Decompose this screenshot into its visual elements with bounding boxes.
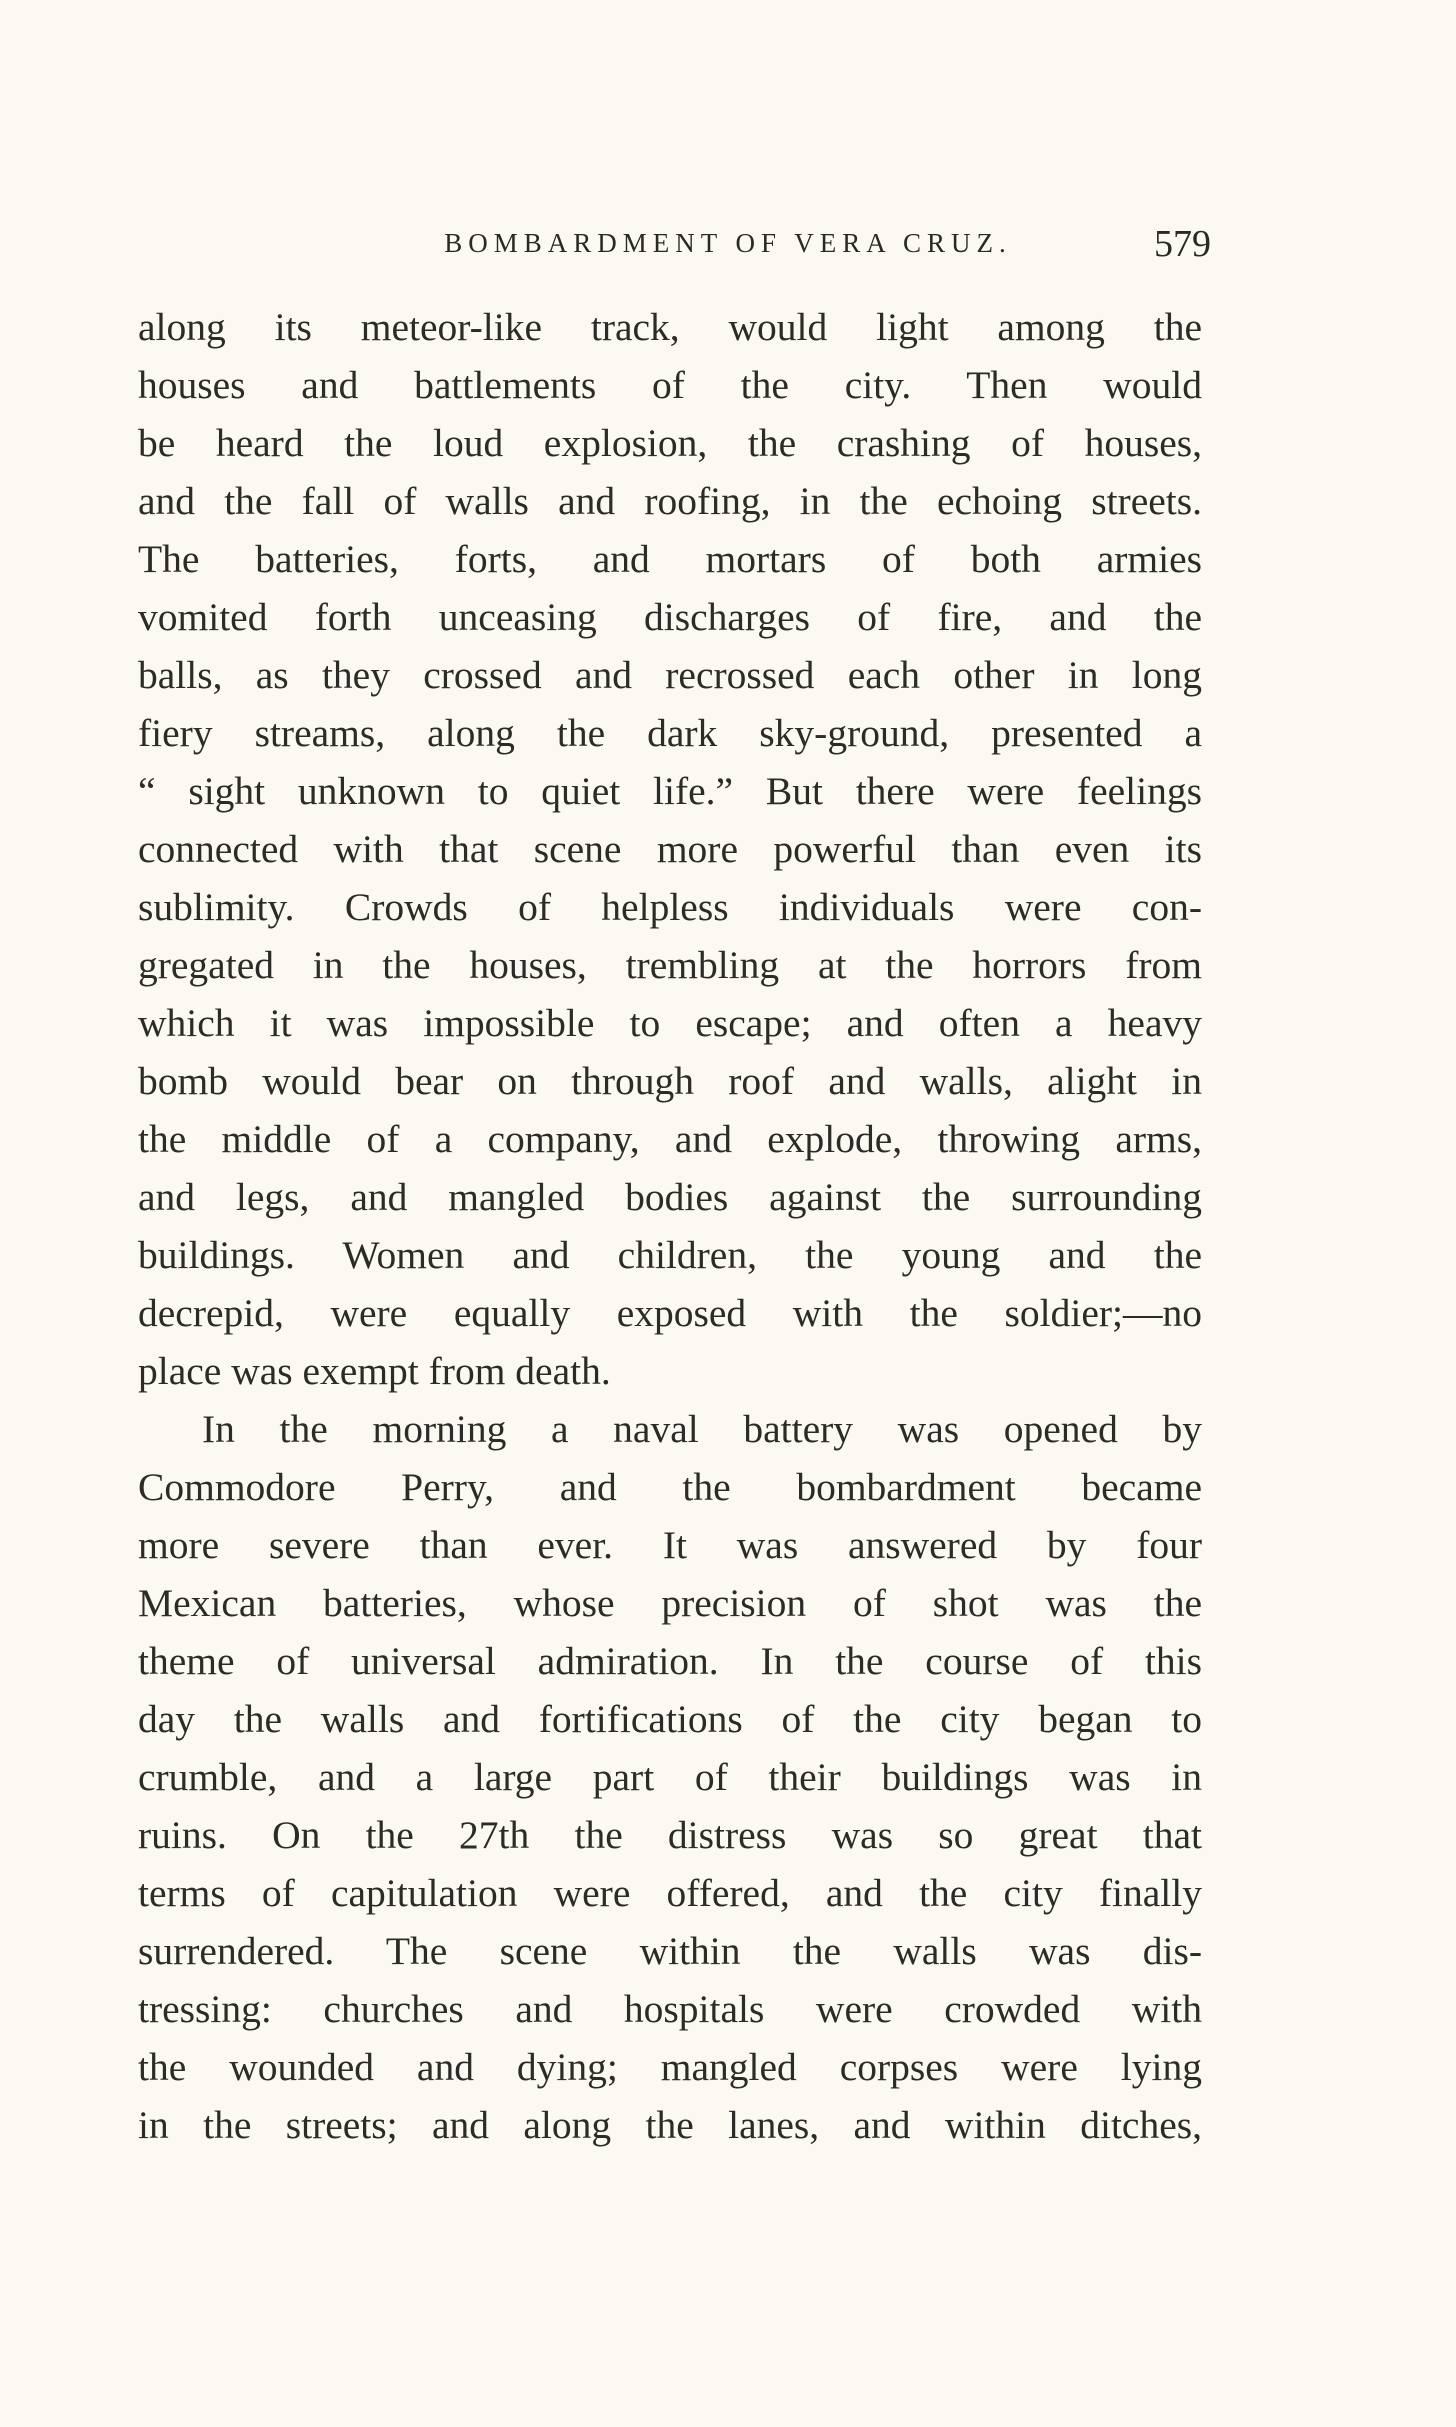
text-line: Mexican batteries, whose precision of shot was the	[138, 1581, 1202, 1625]
text-line: “ sight unknown to quiet life.” But there were feelings	[138, 769, 1202, 813]
text-line: which it was impossible to escape; and often a heavy	[138, 1001, 1202, 1045]
text-line: more severe than ever. It was answered by four	[138, 1523, 1202, 1567]
text-line: place was exempt from death.	[138, 1349, 611, 1393]
text-line: houses and battlements of the city. Then would	[138, 363, 1202, 407]
text-line: and legs, and mangled bodies against the surrounding	[138, 1175, 1202, 1219]
text-line: tressing: churches and hospitals were crowded with	[138, 1987, 1202, 2031]
text-line: vomited forth unceasing discharges of fire, and the	[138, 595, 1202, 639]
text-line: buildings. Women and children, the young and the	[138, 1233, 1202, 1277]
text-line: connected with that scene more powerful than even its	[138, 827, 1202, 871]
text-line: balls, as they crossed and recrossed each other in long	[138, 653, 1202, 697]
text-line: in the streets; and along the lanes, and within ditches,	[138, 2103, 1202, 2147]
text-line: fiery streams, along the dark sky-ground, presented a	[138, 711, 1202, 755]
body-text	[138, 298, 1202, 2154]
text-line: gregated in the houses, trembling at the horrors from	[138, 943, 1202, 987]
text-line: surrendered. The scene within the walls was dis-	[138, 1929, 1202, 1973]
text-line: the wounded and dying; mangled corpses were lying	[138, 2045, 1202, 2089]
text-line: decrepid, were equally exposed with the soldier;—no	[138, 1291, 1202, 1335]
text-line: and the fall of walls and roofing, in the echoing streets.	[138, 479, 1202, 523]
text-line: be heard the loud explosion, the crashing of houses,	[138, 421, 1202, 465]
text-line: theme of universal admiration. In the course of this	[138, 1639, 1202, 1683]
text-line: bomb would bear on through roof and walls, alight in	[138, 1059, 1202, 1103]
text-line: the middle of a company, and explode, throwing arms,	[138, 1117, 1202, 1161]
text-line: crumble, and a large part of their buildings was in	[138, 1755, 1202, 1799]
text-line: Commodore Perry, and the bombardment became	[138, 1465, 1202, 1509]
text-line: sublimity. Crowds of helpless individuals were con-	[138, 885, 1202, 929]
page-number: 579	[1154, 223, 1211, 265]
text-line: day the walls and fortifications of the city began to	[138, 1697, 1202, 1741]
text-line: terms of capitulation were offered, and the city finally	[138, 1871, 1202, 1915]
text-line: along its meteor-like track, would light among the	[138, 305, 1202, 349]
text-line: ruins. On the 27th the distress was so great that	[138, 1813, 1202, 1857]
text-line: The batteries, forts, and mortars of both armies	[138, 537, 1202, 581]
running-title: BOMBARDMENT OF VERA CRUZ.	[444, 228, 1012, 258]
running-head	[0, 222, 1456, 272]
text-line: In the morning a naval battery was opened by	[202, 1407, 1202, 1451]
